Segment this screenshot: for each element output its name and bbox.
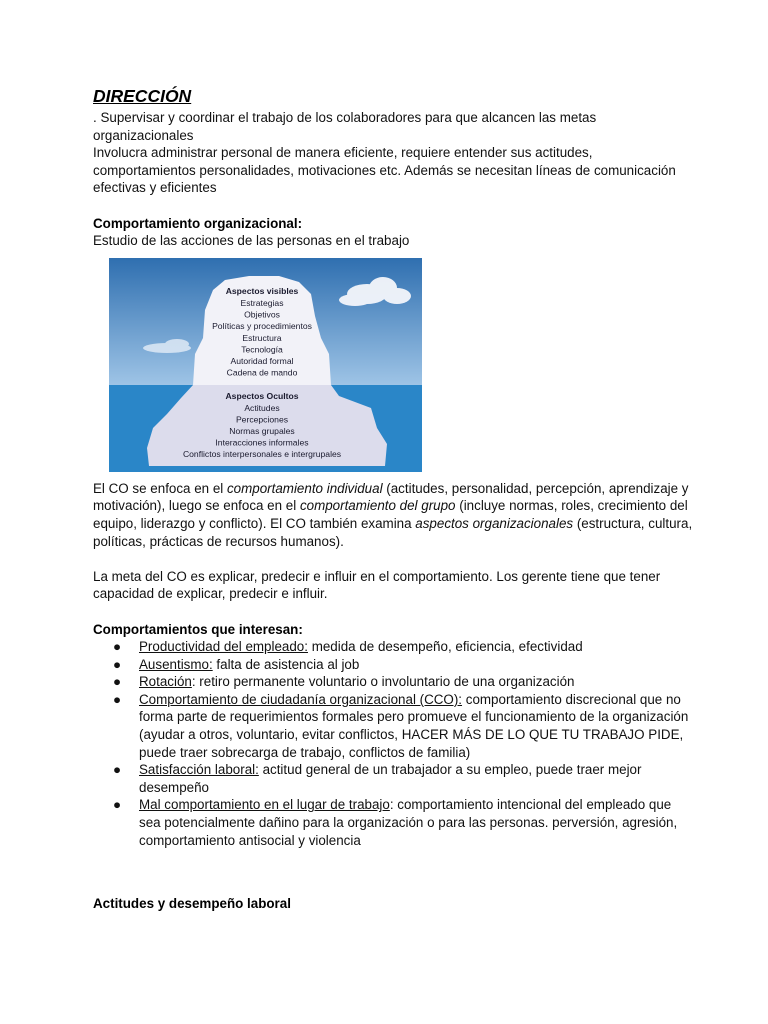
list-item-term: Ausentismo: [139, 656, 213, 672]
co-definition: Estudio de las acciones de las personas en el trabajo [93, 233, 410, 249]
list-item-text: actitud general de un trabajador a su empleo, puede traer mejor desempeño [139, 762, 642, 795]
iceberg-figure [109, 258, 422, 472]
goal-paragraph: La meta del CO es explicar, predecir e influir en el comportamiento. Los gerente tiene que tener capacidad de explicar, predecir e influir. [93, 568, 661, 602]
hidden-title: Aspectos Ocultos [225, 390, 299, 401]
list-item [93, 673, 693, 691]
co-text: (actitudes, personalidad, percepción, aprendizaje y motivación), luego se enfoca en el [93, 480, 689, 514]
visible-item: Autoridad formal [230, 355, 294, 366]
hidden-item: Normas grupales [229, 425, 295, 436]
behaviors-heading: Comportamientos que interesan: [93, 621, 303, 637]
co-text: (incluye normas, roles, crecimiento del equipo, liderazgo y conflicto). El CO también examina [93, 498, 688, 531]
list-item-term: Productividad del empleado: [139, 639, 308, 655]
list-item-term: Mal comportamiento en el lugar de trabajo [139, 797, 390, 813]
visible-item: Tecnología [241, 344, 283, 355]
bullet-icon: ● [113, 797, 122, 813]
list-item-term: Rotación [139, 674, 192, 690]
behaviors-list [93, 638, 693, 849]
list-item [93, 638, 693, 656]
intro-line-1: . Supervisar y coordinar el trabajo de los colaboradores para que alcancen las metas organizacionales [93, 110, 597, 143]
bullet-icon: ● [113, 639, 122, 655]
visible-title: Aspectos visibles [225, 285, 299, 296]
intro-line-2: Involucra administrar personal de manera eficiente, requiere entender sus actitudes, comportamientos personalidades, motivaciones etc. Además se necesitan líneas de comunicación efectivas y eficientes [93, 145, 676, 196]
co-emphasis: comportamiento individual [226, 480, 383, 496]
list-item-text: : retiro permanente voluntario o involuntario de una organización [191, 674, 575, 690]
list-item [93, 656, 693, 674]
list-item-term: Satisfacción laboral: [139, 762, 259, 778]
visible-item: Estrategias [240, 297, 284, 308]
page-title: DIRECCIÓN [93, 86, 192, 106]
co-paragraph [93, 480, 693, 550]
co-text: (estructura, cultura, políticas, prácticas de recursos humanos). [93, 515, 693, 549]
spacer [93, 550, 693, 568]
bullet-icon: ● [113, 674, 122, 690]
bullet-icon: ● [113, 762, 122, 778]
visible-item: Estructura [242, 332, 282, 343]
spacer [93, 603, 693, 621]
iceberg-svg [109, 258, 422, 472]
document-page [93, 86, 693, 913]
list-item-text: : comportamiento intencional del empleado que sea potencialmente dañino para la organización o para las personas. perversión, agresión, comportamiento antisocial y violencia [139, 797, 678, 848]
visible-item: Cadena de mando [226, 367, 298, 378]
hidden-item: Conflictos interpersonales e intergrupales [182, 448, 342, 459]
list-item-text: comportamiento discrecional que no forma parte de requerimientos formales pero promueve el funcionamiento de la organización (ayudar a otros, voluntario, evitar conflictos, HACER MÁS DE LO QUE TU TRABAJO PIDE, puede traer sobrecarga de trabajo, conflictos de familia) [139, 691, 689, 760]
list-item-text: falta de asistencia al job [212, 656, 360, 672]
hidden-item: Interacciones informales [215, 437, 309, 448]
list-item [93, 761, 693, 796]
visible-item: Políticas y procedimientos [212, 320, 312, 331]
bullet-icon: ● [113, 656, 122, 672]
spacer [93, 197, 693, 215]
hidden-item: Actitudes [244, 402, 280, 413]
co-heading: Comportamiento organizacional: [93, 215, 303, 231]
co-text: El CO se enfoca en el [93, 480, 227, 496]
co-emphasis: aspectos organizacionales [415, 515, 574, 531]
list-item-term: Comportamiento de ciudadanía organizacional (CCO): [139, 691, 463, 707]
hidden-item: Percepciones [235, 414, 289, 425]
list-item-text: medida de desempeño, eficiencia, efectividad [307, 639, 583, 655]
list-item [93, 691, 693, 761]
next-heading: Actitudes y desempeño laboral [93, 896, 291, 912]
visible-item: Objetivos [244, 309, 280, 320]
list-item [93, 796, 693, 849]
bullet-icon: ● [113, 691, 122, 707]
co-emphasis: comportamiento del grupo [299, 498, 456, 514]
